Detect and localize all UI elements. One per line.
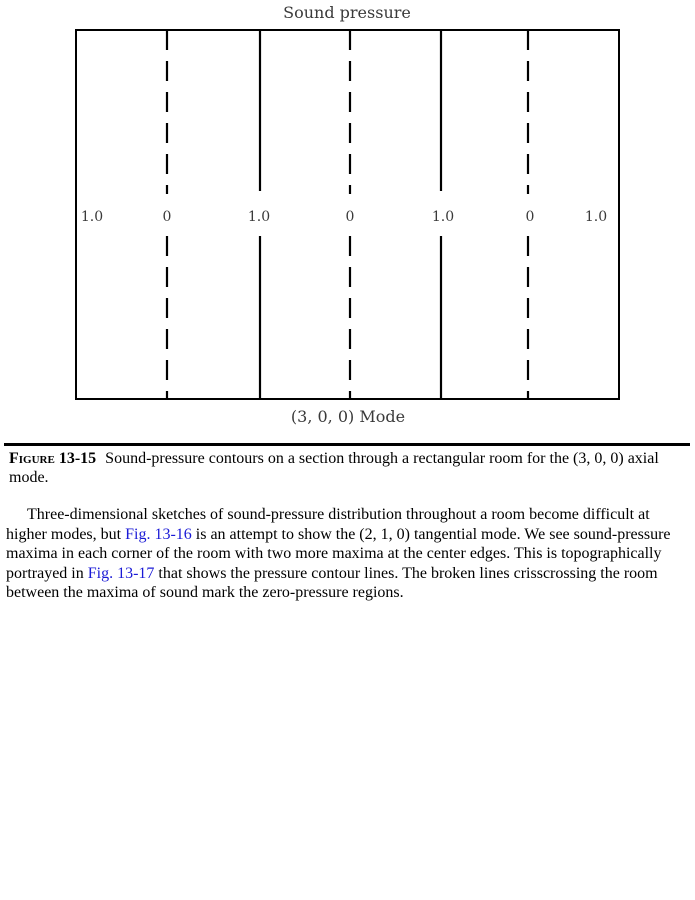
paragraph-text: Three-dimensional sketches of sound-pressure distribution throughout a room become difficult at higher modes, but xyxy=(6,506,650,543)
fig-13-17-link[interactable]: Fig. 13-17 xyxy=(87,564,155,582)
body-paragraph xyxy=(6,505,686,603)
value-label: 1.0 xyxy=(80,209,104,225)
paragraph-text: is an attempt to show the (2, 1, 0) tangential mode. We see sound-pressure maxima in each corner of the room with two more maxima at the center edges. This is topographically portrayed in xyxy=(6,525,671,582)
value-label: 0 xyxy=(525,209,535,225)
value-label: 0 xyxy=(162,209,172,225)
paragraph-text: that shows the pressure contour lines. The broken lines crisscrossing the room between the maxima of sound mark the zero-pressure regions. xyxy=(6,564,658,602)
caption-label: Figure 13-15 xyxy=(9,450,97,467)
top-label: Sound pressure xyxy=(283,3,411,22)
caption-text: Sound-pressure contours on a section through a rectangular room for the (3, 0, 0) axial mode. xyxy=(9,450,659,486)
mode-diagram xyxy=(0,0,695,440)
caption-rule xyxy=(4,443,690,446)
value-labels xyxy=(81,209,607,225)
bottom-label: (3, 0, 0) Mode xyxy=(290,407,406,426)
value-label: 1.0 xyxy=(247,209,271,225)
value-label: 1.0 xyxy=(431,209,455,225)
fig-13-16-link[interactable]: Fig. 13-16 xyxy=(125,525,192,543)
value-label: 1.0 xyxy=(584,209,608,225)
figure-caption xyxy=(9,449,681,487)
value-label: 0 xyxy=(345,209,355,225)
